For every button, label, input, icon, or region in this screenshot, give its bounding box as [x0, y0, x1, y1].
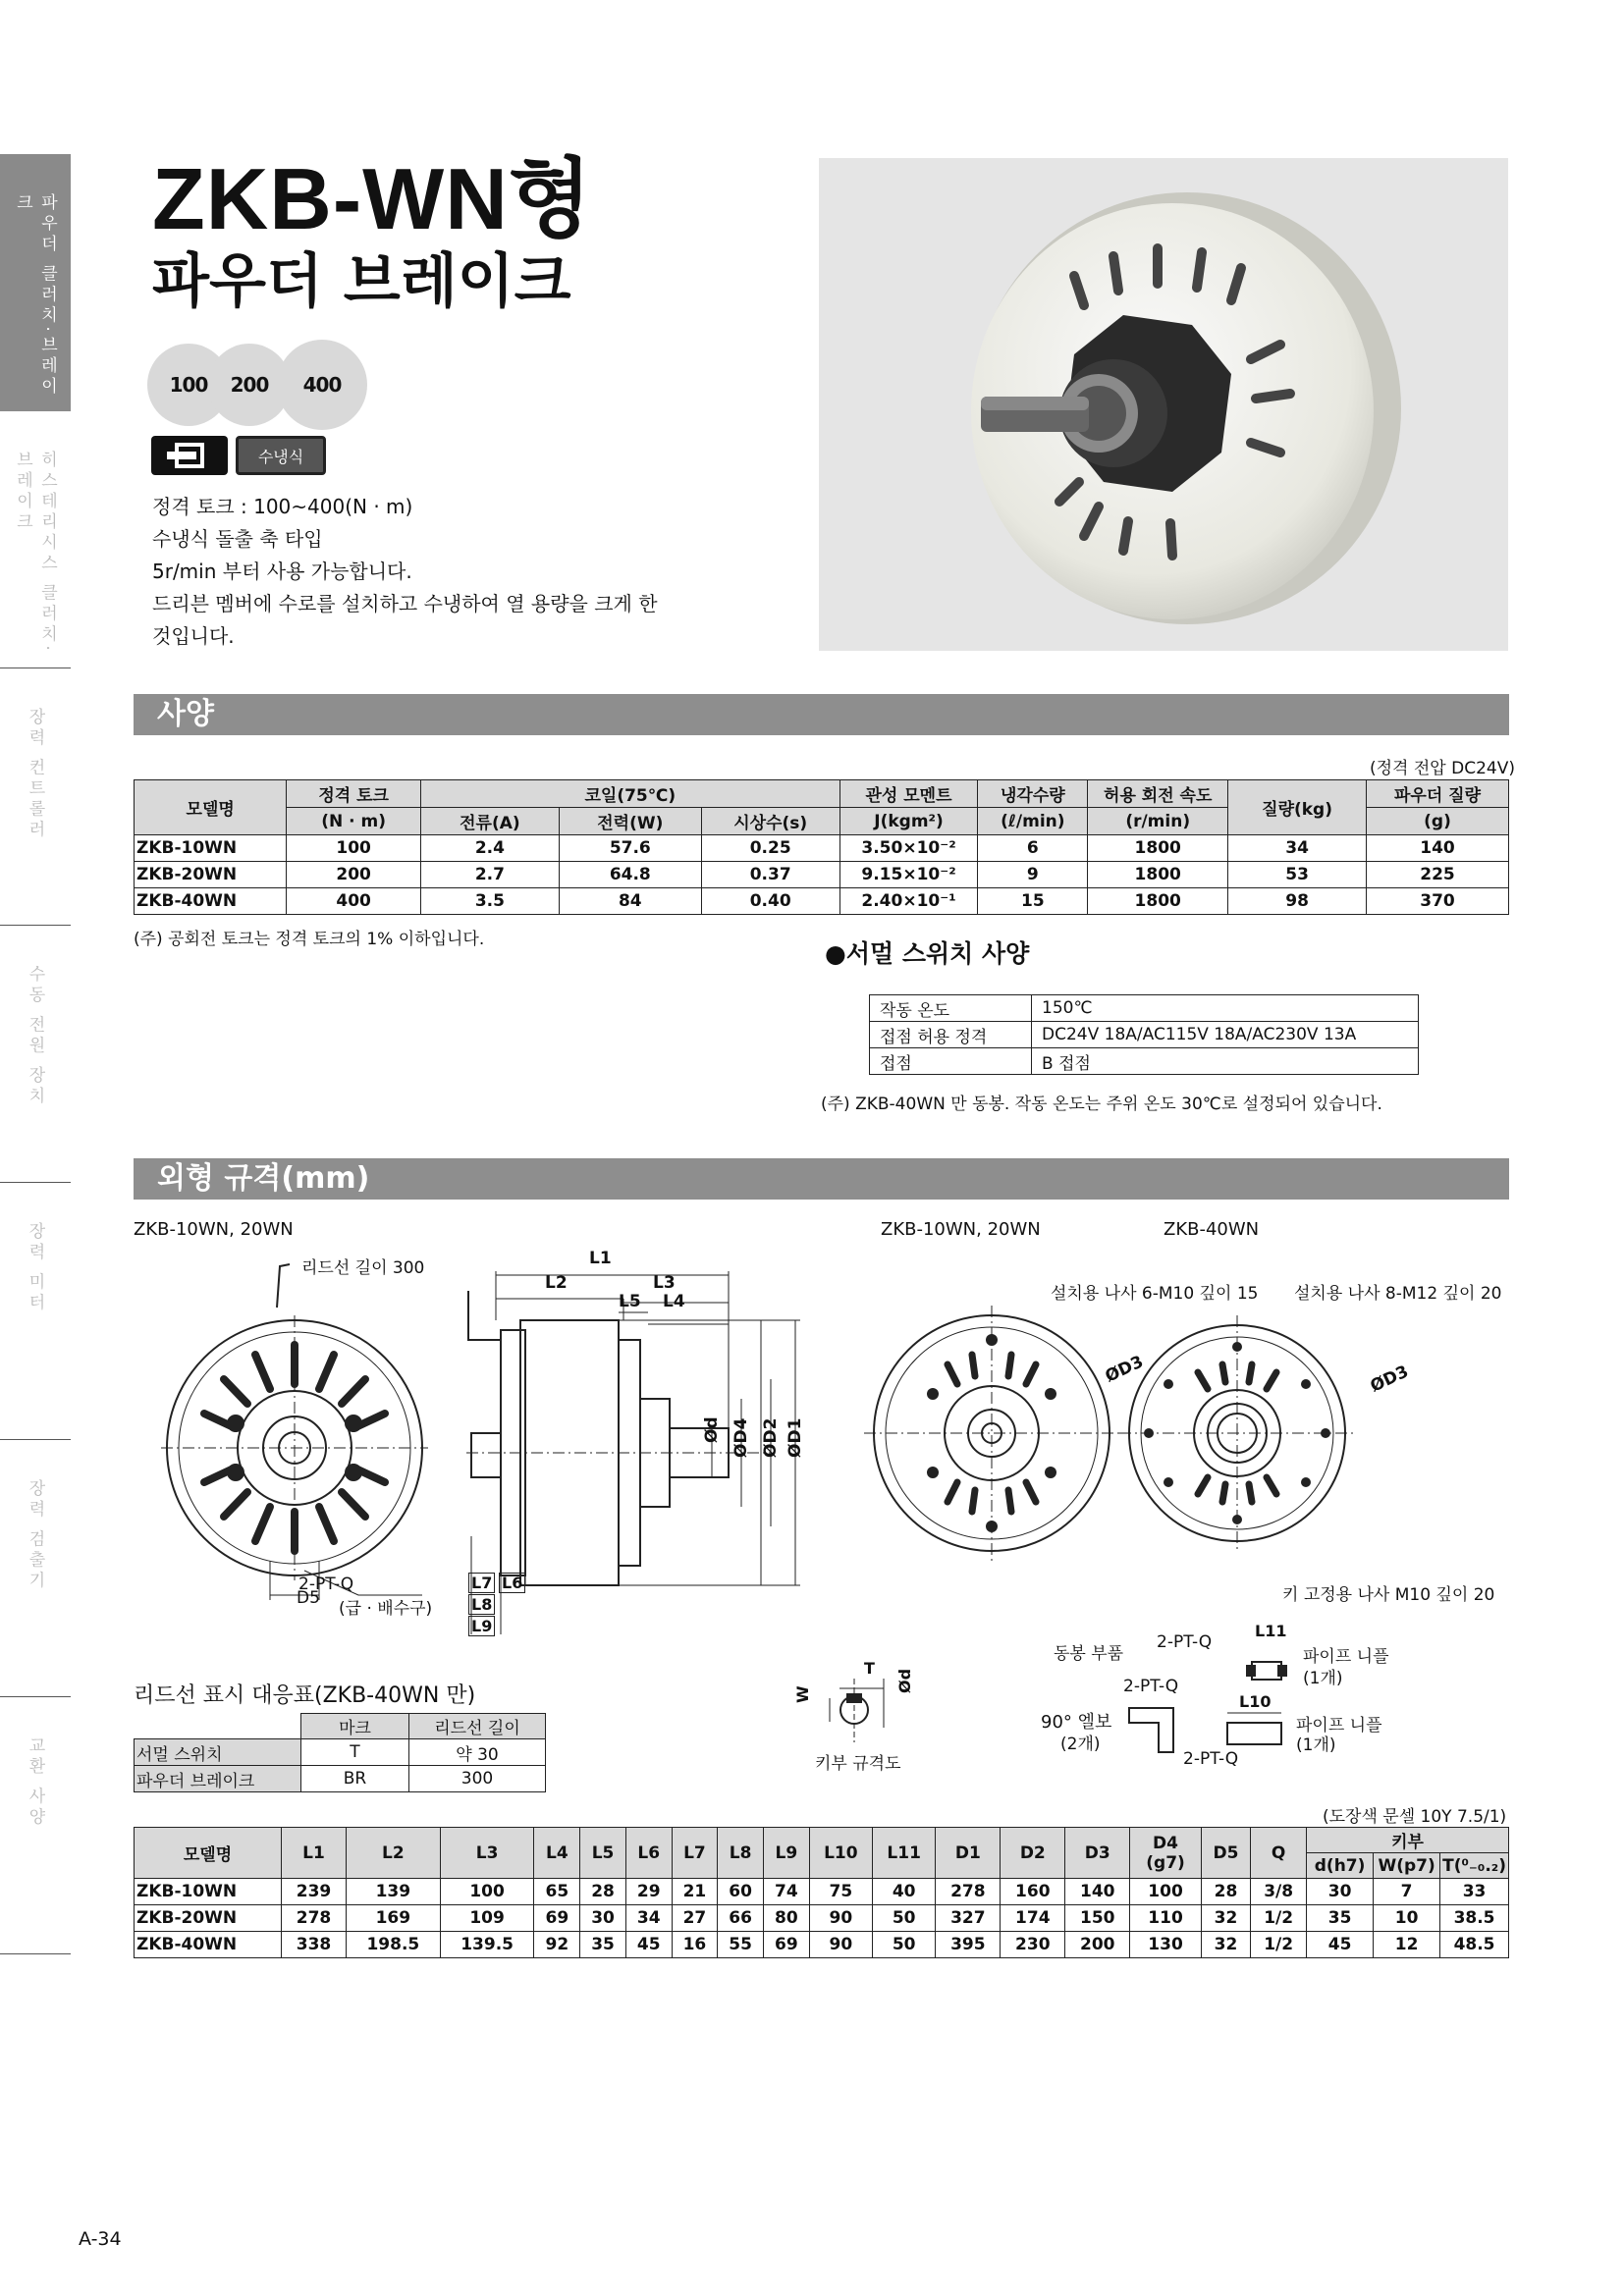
dimension-row: ZKB-10WN 239 139 100 65 28 29 21 60 74 75 40 278 160 140 100 28 3/8 30 7 33	[135, 1879, 1509, 1905]
dim-D1: ØD1	[785, 1417, 805, 1458]
elbow-ptq2-label: 2-PT-Q	[1183, 1749, 1239, 1769]
nipple1-qty: (1개)	[1303, 1669, 1343, 1688]
elbow-qty: (2개)	[1060, 1735, 1101, 1754]
lead-table: 마크 리드선 길이 서멀 스위치 T 약 30 파우더 브레이크 BR 300	[134, 1713, 546, 1792]
dimension-table: 모델명 L1 L2 L3 L4 L5 L6 L7 L8 L9 L10 L11 D1 D2 D3 D4 (g7) D5 Q 키부 d(h7) W(p7) T(⁰₋₀.₂) ZKB-10WN 239 139 100 65 28 29 21 60 74 75 40 278 160 140 100 28 3/8 30 7 33 ZKB-20WN 278 169 109 69 30 34 27 66 80 90 50 327 174 150 110 32 1/2 35 10 38.5 ZKB-40WN 338 198.5 139.5 92 35 45 16 55 69 90 50 395 230 200 130 32 1/2 45 12 48.5	[134, 1827, 1509, 1958]
tab-powder-clutch[interactable]: 파우더 클러치·브레이크	[0, 154, 71, 411]
dim-L2: L2	[545, 1273, 568, 1293]
attach-label: 동봉 부품	[1054, 1644, 1124, 1664]
nipple2-label: 파이프 니플	[1296, 1716, 1382, 1735]
screw-right-label: 설치용 나사 8-M12 깊이 20	[1294, 1284, 1502, 1304]
dimension-row: ZKB-40WN 338 198.5 139.5 92 35 45 16 55 69 90 50 395 230 200 130 32 1/2 45 12 48.5	[135, 1932, 1509, 1958]
ptq-sub-label: (급 · 배수구)	[339, 1599, 433, 1619]
d5-label: D5	[297, 1588, 320, 1608]
dim-D3: ØD3	[1102, 1352, 1147, 1387]
section-spec: 사양	[134, 694, 1509, 735]
page-number: A-34	[79, 2228, 122, 2250]
tab-tension-meter[interactable]: 장력 미터	[0, 1183, 71, 1440]
shaft-type-icon	[151, 436, 228, 475]
dim-L11: L11	[1255, 1622, 1287, 1640]
accessory-drawings	[1119, 1634, 1296, 1772]
page-title: ZKB-WN형	[152, 150, 593, 247]
dimension-row: ZKB-20WN 278 169 109 69 30 34 27 66 80 90 50 327 174 150 110 32 1/2 35 10 38.5	[135, 1905, 1509, 1932]
dim-L5: L5	[619, 1292, 641, 1311]
spec-row: ZKB-20WN 200 2.7 64.8 0.37 9.15×10⁻² 9 1800 53 225	[135, 862, 1509, 888]
dims-label-left: ZKB-10WN, 20WN	[134, 1219, 294, 1240]
size-100: 100	[147, 344, 230, 426]
product-description: 정격 토크 : 100~400(N · m) 수냉식 돌출 축 타입 5r/min 부터 사용 가능합니다. 드리븐 멤버에 수로를 설치하고 수냉하여 열 용량을 크게 한 것입니다.	[152, 495, 658, 648]
lead-table-title: 리드선 표시 대응표(ZKB-40WN 만)	[134, 1683, 476, 1708]
dim-L8: L8	[468, 1594, 495, 1615]
size-circles	[147, 344, 373, 422]
product-photo	[819, 158, 1508, 651]
spec-row: ZKB-10WN 100 2.4 57.6 0.25 3.50×10⁻² 6 1800 34 140	[135, 835, 1509, 862]
page-subtitle: 파우더 브레이크	[152, 247, 571, 316]
ptq-label: 2-PT-Q	[298, 1575, 354, 1594]
dim-L10: L10	[1239, 1692, 1272, 1711]
dim-D3b: ØD3	[1367, 1362, 1412, 1397]
key-W-label: W	[793, 1685, 812, 1703]
elbow-ptq-label: 2-PT-Q	[1123, 1677, 1179, 1696]
key-d-label: Ød	[895, 1668, 914, 1693]
voltage-note: (정격 전압 DC24V)	[1370, 759, 1515, 778]
size-200: 200	[208, 344, 291, 426]
dim-L1: L1	[589, 1249, 612, 1268]
spec-table: 모델명 정격 토크 코일(75℃) 관성 모멘트 냉각수량 허용 회전 속도 질량(kg) 파우더 질량 (N · m) 전류(A) 전력(W) 시상수(s) J(kgm²) (ℓ/min) (r/min) (g) ZKB-10WN 100 2.4 57.6 0.25 3.50×10⁻² 6 1800 34 140 ZKB-20WN 200 2.7 64.8 0.37 9.15×10⁻² 9 1800 53 225 ZKB-40WN 400 3.5 84 0.40 2.40×10⁻¹ 15 1800 98 370	[134, 779, 1509, 915]
dim-L9: L9	[468, 1616, 495, 1636]
dim-D4: ØD4	[731, 1417, 751, 1458]
thermal-title: ●서멀 스위치 사양	[825, 939, 1030, 968]
tab-hysteresis[interactable]: 히스테리시스 클러치·브레이크	[0, 411, 71, 668]
dim-d: Ød	[702, 1416, 722, 1443]
key-T-label: T	[864, 1659, 875, 1678]
screw-left-label: 설치용 나사 6-M10 깊이 15	[1051, 1284, 1259, 1304]
elbow-label: 90° 엘보	[1041, 1712, 1112, 1733]
nipple1-label: 파이프 니플	[1303, 1647, 1389, 1667]
thermal-footnote: (주) ZKB-40WN 만 동봉. 작동 온도는 주위 온도 30℃로 설정되어 있습니다.	[821, 1095, 1382, 1114]
dim-D2: ØD2	[761, 1417, 781, 1458]
lead-length-label: 리드선 길이 300	[301, 1258, 425, 1278]
pipe-ptq-label: 2-PT-Q	[1157, 1632, 1213, 1652]
size-400: 400	[277, 340, 367, 430]
dim-L4: L4	[663, 1292, 685, 1311]
spec-row: ZKB-40WN 400 3.5 84 0.40 2.40×10⁻¹ 15 1800 98 370	[135, 888, 1509, 915]
nipple2-qty: (1개)	[1296, 1735, 1336, 1755]
dims-label-mid: ZKB-10WN, 20WN	[881, 1219, 1041, 1240]
dims-label-right: ZKB-40WN	[1164, 1219, 1260, 1240]
dim-L6: L6	[499, 1573, 525, 1593]
dim-L7: L7	[468, 1573, 495, 1593]
rear-view-drawings	[854, 1286, 1365, 1580]
water-cooled-badge: 수냉식	[236, 436, 326, 475]
paint-note: (도장색 문셀 10Y 7.5/1)	[1323, 1807, 1507, 1827]
key-screw-label: 키 고정용 나사 M10 깊이 20	[1282, 1585, 1495, 1605]
key-caption: 키부 규격도	[815, 1754, 901, 1774]
dim-L3: L3	[653, 1273, 676, 1293]
spec-footnote: (주) 공회전 토크는 정격 토크의 1% 이하입니다.	[134, 930, 485, 949]
tab-tension-detector[interactable]: 장력 검출기	[0, 1440, 71, 1697]
section-dimensions: 외형 규격(mm)	[134, 1158, 1509, 1200]
tab-exchange-spec[interactable]: 교환 사양	[0, 1697, 71, 1954]
tab-manual-power[interactable]: 수동 전원 장치	[0, 926, 71, 1183]
thermal-table: 작동 온도 150℃ 접점 허용 정격 DC24V 18A/AC115V 18A/AC230V 13A 접점 B 접점	[869, 994, 1419, 1075]
tab-tension-controller[interactable]: 장력 컨트롤러	[0, 668, 71, 926]
